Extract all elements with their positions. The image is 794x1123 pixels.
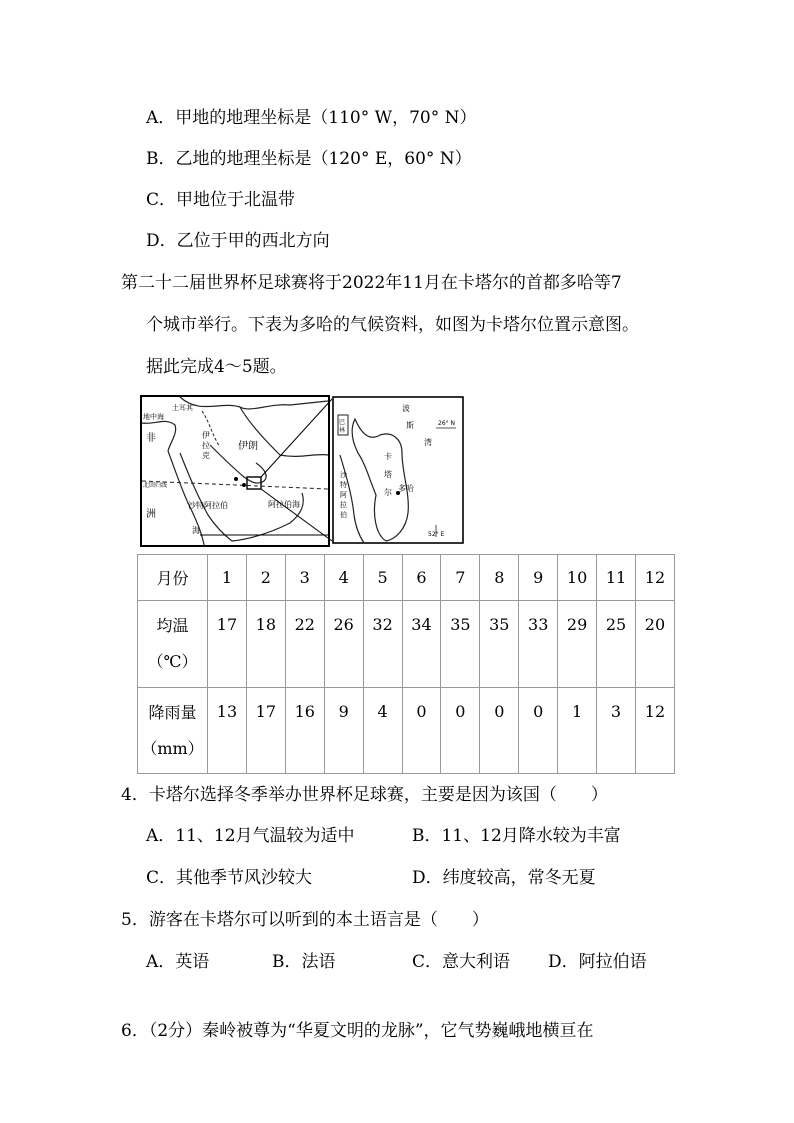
label-africa-2: 洲 [146,509,156,520]
month-cell: 12 [635,555,674,601]
month-cell: 5 [363,555,402,601]
label-longitude: 52° E [428,531,445,538]
passage-line-3: 据此完成4～5题。 [146,357,287,377]
table-header-row [138,555,675,601]
q5-option-a: A．英语 [146,952,210,972]
rain-cell: 17 [246,688,285,774]
month-cell: 4 [324,555,363,601]
label-qatar-2: 塔 [384,470,392,479]
temp-cell: 35 [441,601,480,688]
temp-cell: 34 [402,601,441,688]
qatar-location-maps [140,395,465,547]
passage-line-2: 个城市举行。下表为多哈的气候资料，如图为卡塔尔位置示意图。 [146,315,639,335]
label-saudi-4: 拉 [340,501,347,509]
month-cell: 7 [441,555,480,601]
label-persian-2: 斯 [406,421,414,430]
label-arabian-sea: 阿拉伯海 [268,500,300,509]
label-persian-1: 波 [402,404,410,413]
label-iraq-1: 伊 [202,431,210,440]
label-saudi-3: 阿 [340,491,347,499]
label-saudi-1: 沙 [340,471,347,479]
temp-cell: 33 [519,601,558,688]
q4-stem: 4．卡塔尔选择冬季举办世界杯足球赛，主要是因为该国（ ） [121,785,608,805]
header-label: 月份 [138,555,208,601]
temperature-label-2: （℃） [147,652,198,671]
rain-cell: 9 [324,688,363,774]
label-bahrain-2: 林 [339,427,346,434]
temp-cell: 17 [208,601,247,688]
q5-option-d: D．阿拉伯语 [548,952,647,972]
month-cell: 1 [208,555,247,601]
label-saudi: 沙特阿拉伯 [188,501,228,510]
rain-cell: 0 [480,688,519,774]
rain-cell: 3 [597,688,636,774]
month-cell: 9 [519,555,558,601]
label-qatar-1: 卡 [384,452,392,461]
passage-line-1: 第二十二届世界杯足球赛将于2022年11月在卡塔尔的首都多哈等7 [121,273,622,293]
q5-option-b: B．法语 [272,952,336,972]
label-saudi-5: 伯 [340,511,347,519]
q3-option-d: D．乙位于甲的西北方向 [146,231,330,251]
label-turkey: 土耳其 [172,404,193,412]
q4-option-c: C．其他季节风沙较大 [146,868,313,888]
temp-cell: 25 [597,601,636,688]
q4-option-a: A．11、12月气温较为适中 [146,826,355,846]
label-mediterranean: 地中海 [143,413,164,421]
month-cell: 8 [480,555,519,601]
label-africa: 非 [146,433,156,444]
rain-cell: 13 [208,688,247,774]
doha-climate-table [137,554,675,774]
label-doha-1: 多 [398,484,406,493]
label-doha-2: 哈 [406,484,414,493]
temp-cell: 22 [285,601,324,688]
q4-option-d: D．纬度较高，常冬无夏 [412,868,596,888]
q3-option-c: C．甲地位于北温带 [146,190,296,210]
temp-cell: 26 [324,601,363,688]
label-tropic: 北回归线 [143,482,168,489]
rainfall-label-1: 降雨量 [148,702,197,722]
temp-cell: 32 [363,601,402,688]
month-cell: 2 [246,555,285,601]
rain-cell: 0 [441,688,480,774]
month-cell: 10 [558,555,597,601]
label-saudi-2: 特 [340,481,347,489]
label-iraq-3: 克 [202,451,210,460]
label-qatar-3: 尔 [384,488,392,497]
rain-cell: 16 [285,688,324,774]
month-cell: 6 [402,555,441,601]
label-latitude: 26° N [438,420,456,427]
rain-cell: 12 [635,688,674,774]
label-persian-3: 湾 [424,438,432,447]
rainfall-row [138,688,675,774]
temperature-label-1: 均温 [156,616,189,635]
qatar-detail-map [333,397,463,543]
temp-cell: 20 [635,601,674,688]
label-red-sea: 海 [192,526,200,535]
month-cell: 3 [285,555,324,601]
rainfall-label [138,688,208,774]
label-iraq-2: 拉 [202,441,210,450]
middle-east-map [141,396,330,546]
q3-option-a: A．甲地的地理坐标是（110° W，70° N） [146,108,477,128]
q3-option-b: B．乙地的地理坐标是（120° E，60° N） [146,149,472,169]
temperature-row [138,601,675,688]
rain-cell: 0 [402,688,441,774]
temperature-label [138,601,208,688]
label-iran: 伊朗 [238,441,258,452]
temp-cell: 35 [480,601,519,688]
rain-cell: 1 [558,688,597,774]
q4-option-b: B．11、12月降水较为丰富 [412,826,621,846]
rainfall-label-2: （mm） [141,738,204,758]
q6-stem: 6．（2分）秦岭被尊为“华夏文明的龙脉”，它气势巍峨地横亘在 [121,1021,594,1041]
label-bahrain-1: 巴 [339,419,346,426]
q5-stem: 5．游客在卡塔尔可以听到的本土语言是（ ） [121,910,489,930]
rain-cell: 4 [363,688,402,774]
q5-option-c: C．意大利语 [412,952,511,972]
temp-cell: 29 [558,601,597,688]
rain-cell: 0 [519,688,558,774]
month-cell: 11 [597,555,636,601]
temp-cell: 18 [246,601,285,688]
